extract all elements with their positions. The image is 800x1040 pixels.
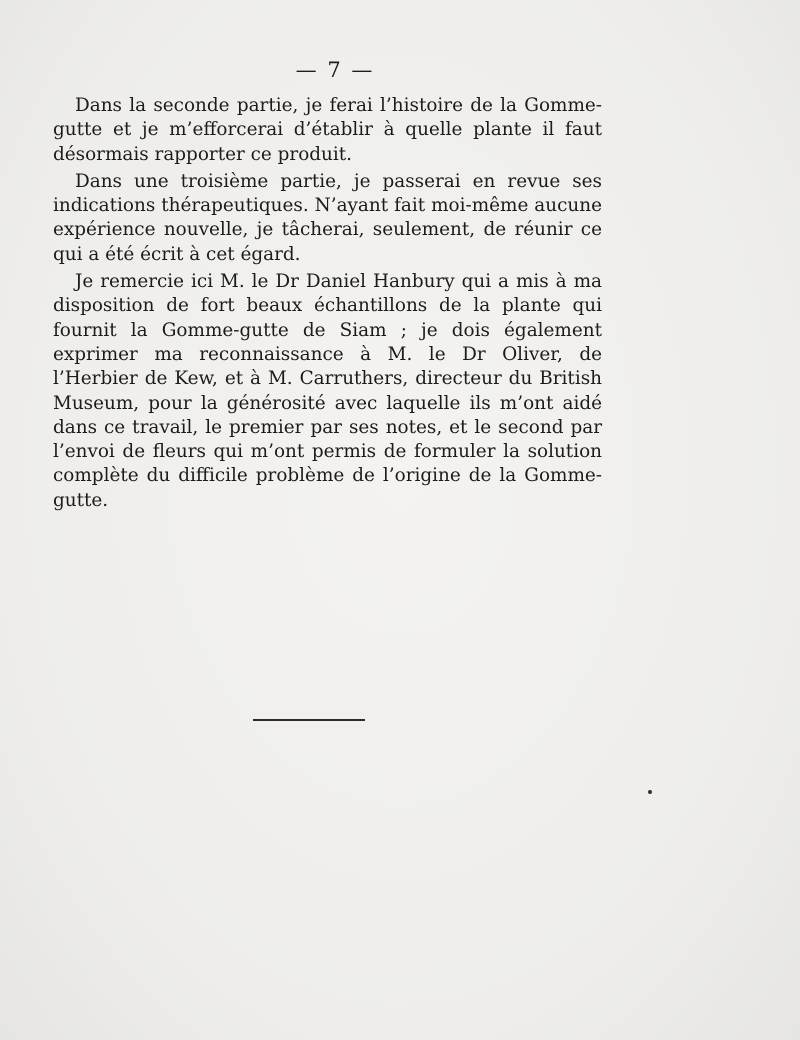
paragraph-3: Je remercie ici M. le Dr Daniel Hanbury qui a mis à ma disposition de fort beaux échantillons de la plante qui fournit la Gomme-gutte de Siam ; je dois également exprimer ma reconnaissance à M. le Dr Oliver, de l’Herbier de Kew, et à M. Carruthers, directeur du British Museum, pour la générosité avec laquelle ils m’ont aidé dans ce travail, le premier par ses notes, et le second par l’envoi de fleurs qui m’ont permis de formuler la solution complète du difficile problème de l’origine de la Gomme-gutte. (53, 271, 602, 511)
paragraph-1: Dans la seconde partie, je ferai l’histoire de la Gomme-gutte et je m’efforcerai d’établir à quelle plante il faut désormais rapporter ce produit. (53, 95, 602, 165)
page-number: — 7 — (295, 58, 375, 82)
paragraph-2: Dans une troisième partie, je passerai en revue ses indications thérapeutiques. N’ayant fait moi-même aucune expérience nouvelle, je tâcherai, seulement, de réunir ce qui a été écrit à cet égard. (53, 170, 602, 265)
section-divider (253, 719, 365, 721)
body-text (53, 94, 602, 516)
ink-speck (648, 790, 652, 794)
